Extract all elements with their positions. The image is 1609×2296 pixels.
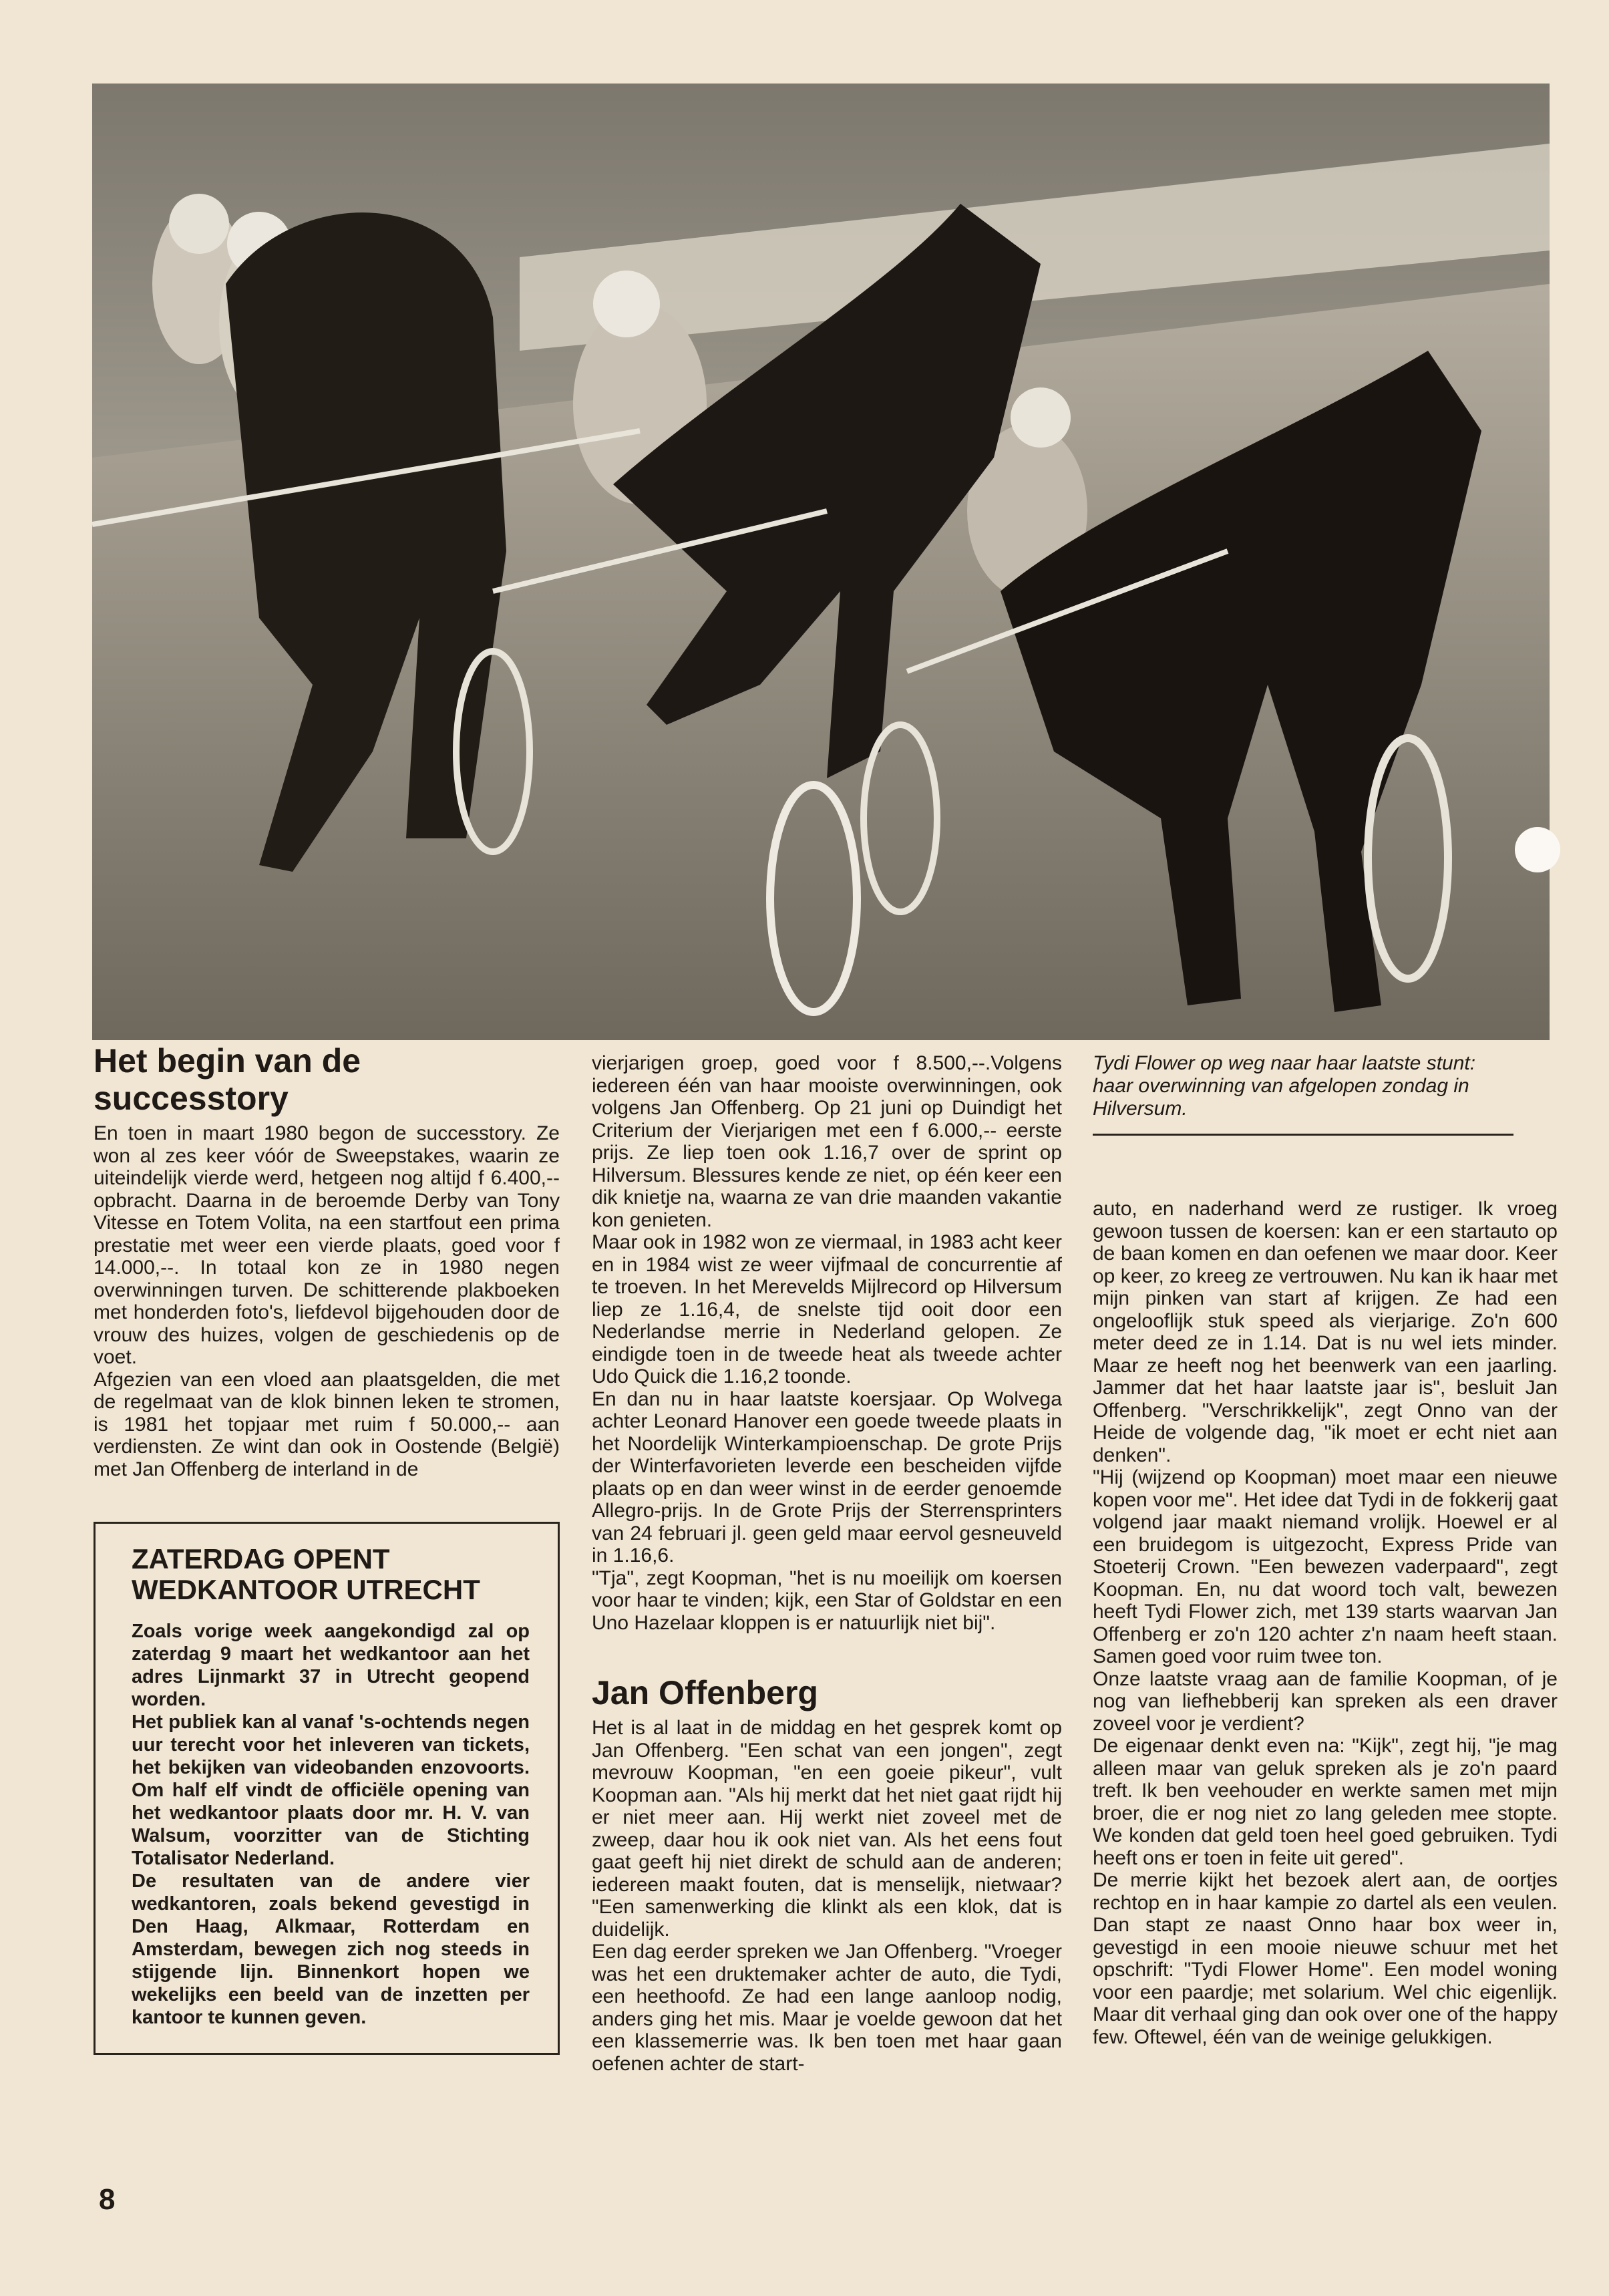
box-paragraph: Zoals vorige week aangekondigd zal op zaterdag 9 maart het wedkantoor aan het adres Lijnmarkt 37 in Utrecht geopend worden. <box>132 1621 530 1710</box>
article-headline: Het begin van de successtory <box>94 1042 361 1117</box>
photo-caption: Tydi Flower op weg naar haar laatste stunt: haar overwinning van afgelopen zondag in Hilversum. <box>1093 1052 1476 1120</box>
box-paragraph: Het publiek kan al vanaf 's-ochtends negen uur terecht voor het inleveren van tickets, het bekijken van videobanden enzovoorts. Om half elf vindt de officiële opening van het wedkantoor plaats door mr. H. V. van Walsum, voorzitter van de Stichting Totalisator Nederland. <box>132 1711 530 1869</box>
article-paragraph: En toen in maart 1980 begon de successtory. Ze won al zes keer vóór de Sweepstakes, waarin ze uiteindelijk vierde werd, hetgeen nog altijd f 6.400,-- opbracht. Daarna in de beroemde Derby van Tony Vitesse en Totem Volita, na een startfout een prima prestatie met weer een vierde plaats, goed voor f 14.000,--. In totaal kon ze in 1980 negen overwinningen turven. De schitterende plakboeken met honderden foto's, liefdevol bijgehouden door de vrouw des huizes, volgen de geschiedenis op de voet. <box>94 1122 560 1368</box>
article-paragraph: vierjarigen groep, goed voor f 8.500,--.Volgens iedereen één van haar mooiste overwinningen, ook volgens Jan Offenberg. Op 21 juni op Duindigt het Criterium der Vierjarigen met een f 6.000,-- eerste prijs. Ze liep toen ook 1.16,7 over de sprint op Hilversum. Blessures kende ze niet, op één keer een dik knietje na, waarna ze van drie maanden vakantie kon genieten. <box>592 1052 1062 1231</box>
article-paragraph: De merrie kijkt het bezoek alert aan, de oortjes rechtop en in haar kampie zo dartel als een veulen. Dan stapt ze naast Onno haar box weer in, gevestigd in een mooie nieuwe schuur met het opschrift: "Tydi Flower Home". Een model woning voor een paardje; met solarium. Wel chic eigenlijk. Maar dit verhaal ging dan ook over one of the happy few. Oftewel, één van de weinige gelukkigen. <box>1093 1869 1558 2048</box>
article-paragraph: Afgezien van een vloed aan plaatsgelden, die met de regelmaat van de klok binnen leken te stromen, is 1981 het topjaar met ruim f 50.000,-- aan verdiensten. Ze wint dan ook in Oostende (België) met Jan Offenberg de interland in de <box>94 1368 560 1480</box>
article-paragraph: "Hij (wijzend op Koopman) moet maar een nieuwe kopen voor me". Het idee dat Tydi in de fokkerij gaat volgend jaar maakt niemand vrolijk. Hoewel er al een bruidegom is uitgezocht, Express Pride van Stoeterij Crown. "Een bewezen vaderpaard", zegt Koopman. En, nu dat woord toch valt, bewezen heeft Tydi Flower zich, met 139 starts waarvan Jan Offenberg er zo'n 120 achter z'n naam heeft staan. Samen goed voor ruim twee ton. <box>1093 1466 1558 1667</box>
article-paragraph: En dan nu in haar laatste koersjaar. Op Wolvega achter Leonard Hanover een goede tweede plaats in het Noordelijk Winterkampioenschap. De grote Prijs der Winterfavorieten leverde een bescheiden vijfde plaats op en dan weer winst in de eerder genoemde Allegro-prijs. In de Grote Prijs der Sterrensprinters van 24 februari jl. geen geld maar eervol gesneuveld in 1.16,6. <box>592 1387 1062 1567</box>
photo-illustration <box>92 84 1550 1040</box>
article-paragraph: Het is al laat in de middag en het gesprek komt op Jan Offenberg. "Een schat van een jongen", zegt mevrouw Koopman, "en een goeie pikeur", vult Koopman aan. "Als hij merkt dat het niet gaat rijdt hij er niet meer aan. Hij werkt niet zoveel met de zweep, daar hou ik ook niet van. Als het eens fout gaat geeft hij niet direkt de schuld aan de anderen; iedereen maakt fouten, dat is menselijk, nietwaar? "Een samenwerking die klinkt als een klok, dat is duidelijk. <box>592 1717 1062 1941</box>
article-column-2 <box>592 1052 1062 2075</box>
article-column-1 <box>94 1042 560 1480</box>
caption-divider <box>1093 1134 1513 1136</box>
article-paragraph: Onze laatste vraag aan de familie Koopman, of je nog van liefhebberij kan spreken als een draver zoveel voor je verdient? <box>1093 1667 1558 1735</box>
article-paragraph: "Tja", zegt Koopman, "het is nu moeilijk om koersen voor haar te vinden; kijk, een Star of Goldstar en een Uno Hazelaar kloppen is er natuurlijk niet bij". <box>592 1567 1062 1634</box>
punch-hole <box>1515 827 1560 872</box>
box-paragraph: De resultaten van de andere vier wedkantoren, zoals bekend gevestigd in Den Haag, Alkmaar, Rotterdam en Amsterdam, bewegen zich nog steeds in stijgende lijn. Binnenkort hopen we wekelijks een beeld van de inzetten per kantoor te kunnen geven. <box>132 1870 530 2028</box>
announcement-box <box>94 1522 560 2055</box>
box-title: ZATERDAG OPENT WEDKANTOOR UTRECHT <box>132 1543 480 1605</box>
article-paragraph: Maar ook in 1982 won ze viermaal, in 1983 acht keer en in 1984 wist ze weer vijfmaal de concurrentie af te troeven. In het Merevelds Mijlrecord op Hilversum liep ze 1.16,4, de snelste tijd ooit door een Nederlandse merrie in Nederland gelopen. Ze eindigde toen in de tweede heat als tweede achter Udo Quick die 1.16,2 toonde. <box>592 1231 1062 1387</box>
article-subhead: Jan Offenberg <box>592 1674 818 1711</box>
harness-racing-photo <box>92 84 1550 1040</box>
article-paragraph: De eigenaar denkt even na: "Kijk", zegt hij, "je mag alleen maar van geluk spreken als je zo'n paard treft. Ik ben veehouder en werkte samen met mijn broer, die er nog niet zo lang geleden mee stopte. We konden dat geld toen heel goed gebruiken. Tydi heeft ons er toen in feite uit gered". <box>1093 1735 1558 1869</box>
article-paragraph: auto, en naderhand werd ze rustiger. Ik vroeg gewoon tussen de koersen: kan er een startauto op de baan komen en dan oefenen we maar door. Keer op keer, zo kreeg ze vertrouwen. Nu kan ik haar met mijn pinken van start af krijgen. Ze had een ongelooflijk stuk speed als vierjarige. Zo'n 600 meter deed ze in 1.14. Dat is nu wel iets minder. Maar ze heeft nog het beenwerk van een jaarling. Jammer dat het haar laatste jaar is", besluit Jan Offenberg. "Verschrikkelijk", zegt Onno van der Heide de volgende dag, "ik moet er echt niet aan denken". <box>1093 1198 1558 1466</box>
article-column-3 <box>1093 1198 1558 2048</box>
page-number: 8 <box>99 2183 116 2216</box>
article-paragraph: Een dag eerder spreken we Jan Offenberg. "Vroeger was het een druktemaker achter de auto, die Tydi, een heethoofd. Ze had een lange aanloop nodig, anders ging het mis. Maar je voelde gewoon dat het een klassemerrie was. Ik ben toen met haar gaan oefenen achter de start- <box>592 1941 1062 2075</box>
